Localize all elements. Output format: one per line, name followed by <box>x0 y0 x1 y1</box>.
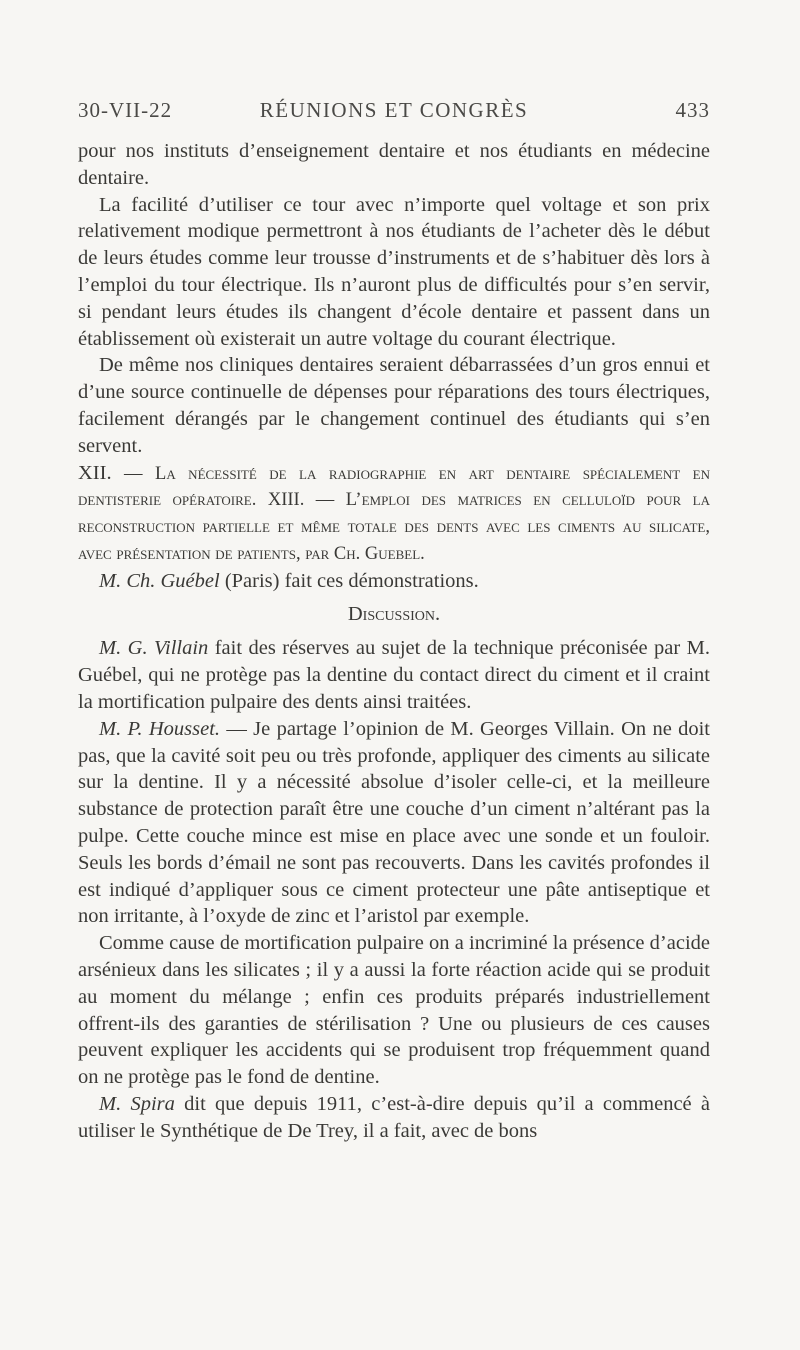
discussion-text: — Je partage l’opinion de M. Georges Villain. On ne doit pas, que la cavité soit peu ou très profonde, appliquer des ciments au silicate sur la dentine. Il y a nécessité absolue d’isoler celle-ci, et la meilleure substance de protection paraît être une couche d’un ciment n’altérant pas la pulpe. Cette couche mince est mise en place avec une sonde et un fouloir. Seuls les bords d’émail ne sont pas recouverts. Dans les cavités profondes il est indiqué d’appliquer sous ce ciment protecteur une pâte antiseptique et non irritante, à l’oxyde de zinc et l’aristol par exemple. <box>78 717 710 928</box>
paragraph-3: De même nos cliniques dentaires seraient débarrassées d’un gros ennui et d’une source continuelle de dépenses pour réparations des tours électriques, facilement dérangés par le changement continuel des étudiants qui s’en servent. <box>78 354 710 457</box>
discussion-speaker: M. G. Villain <box>99 637 209 660</box>
paragraph-1: pour nos instituts d’enseignement dentaire et nos étudiants en médecine dentaire. <box>78 140 710 189</box>
discussion-paragraph <box>78 930 710 1091</box>
discussion-text: Comme cause de mortification pulpaire on a incriminé la présence d’acide arsénieux dans les silicates ; il y a aussi la forte réaction acide qui se produit au moment du mélange ; enfin ces produits préparés industriellement offrent-ils des garanties de stérilisation ? Une ou plusieurs de ces causes peuvent expliquer les accidents qui se produisent trop fréquemment quand on ne protège pas le fond de dentine. <box>78 932 710 1089</box>
discussion-speaker: M. P. Housset. <box>99 717 221 740</box>
discussion-paragraph <box>78 1091 710 1145</box>
discussion-paragraph <box>78 635 710 715</box>
demonstration-paragraph <box>78 568 710 595</box>
header-running-title: RÉUNIONS ET CONGRÈS <box>259 98 529 122</box>
section-number: XII. <box>78 461 112 484</box>
discussion-text: dit que depuis 1911, c’est-à-dire depuis qu’il a commencé à utiliser le Synthétique de De Trey, il a fait, avec de bons <box>78 1092 711 1142</box>
discussion-paragraph <box>78 716 710 930</box>
discussion-speaker: M. Spira <box>99 1092 175 1115</box>
demo-text: (Paris) fait ces démonstrations. <box>219 569 479 592</box>
paragraph-2: La facilité d’utiliser ce tour avec n’importe quel voltage et son prix relativement modique permettront à nos étudiants de l’acheter dès le début de leurs études comme leur trousse d’instruments et de s’habituer dès lors à l’emploi du tour électrique. Ils n’auront plus de difficultés pour s’en servir, si pendant leurs études ils changent d’école dentaire et passent dans un établissement où existerait un autre voltage du courant électrique. <box>78 193 710 350</box>
page-number: 433 <box>675 98 710 122</box>
discussion-text: fait des réserves au sujet de la technique préconisée par M. Guébel, qui ne protège pas la dentine du contact direct du ciment et il craint la mortification pulpaire des dents ainsi traitées. <box>78 637 710 713</box>
section-heading <box>78 460 710 568</box>
demo-speaker: M. Ch. Guébel <box>99 569 220 592</box>
header-date: 30-VII-22 <box>78 98 173 122</box>
page-body <box>78 138 710 1144</box>
discussion-heading: Discussion. <box>347 602 441 625</box>
section-title-text: — La nécessité de la radiographie en art dentaire spécialement en dentisterie opératoire. XIII. — L’emploi des matrices en celluloïd pour la reconstruction partielle et même totale des dents avec les ciments au silicate, avec présentation de patients, par Ch. Guebel. <box>78 463 710 564</box>
